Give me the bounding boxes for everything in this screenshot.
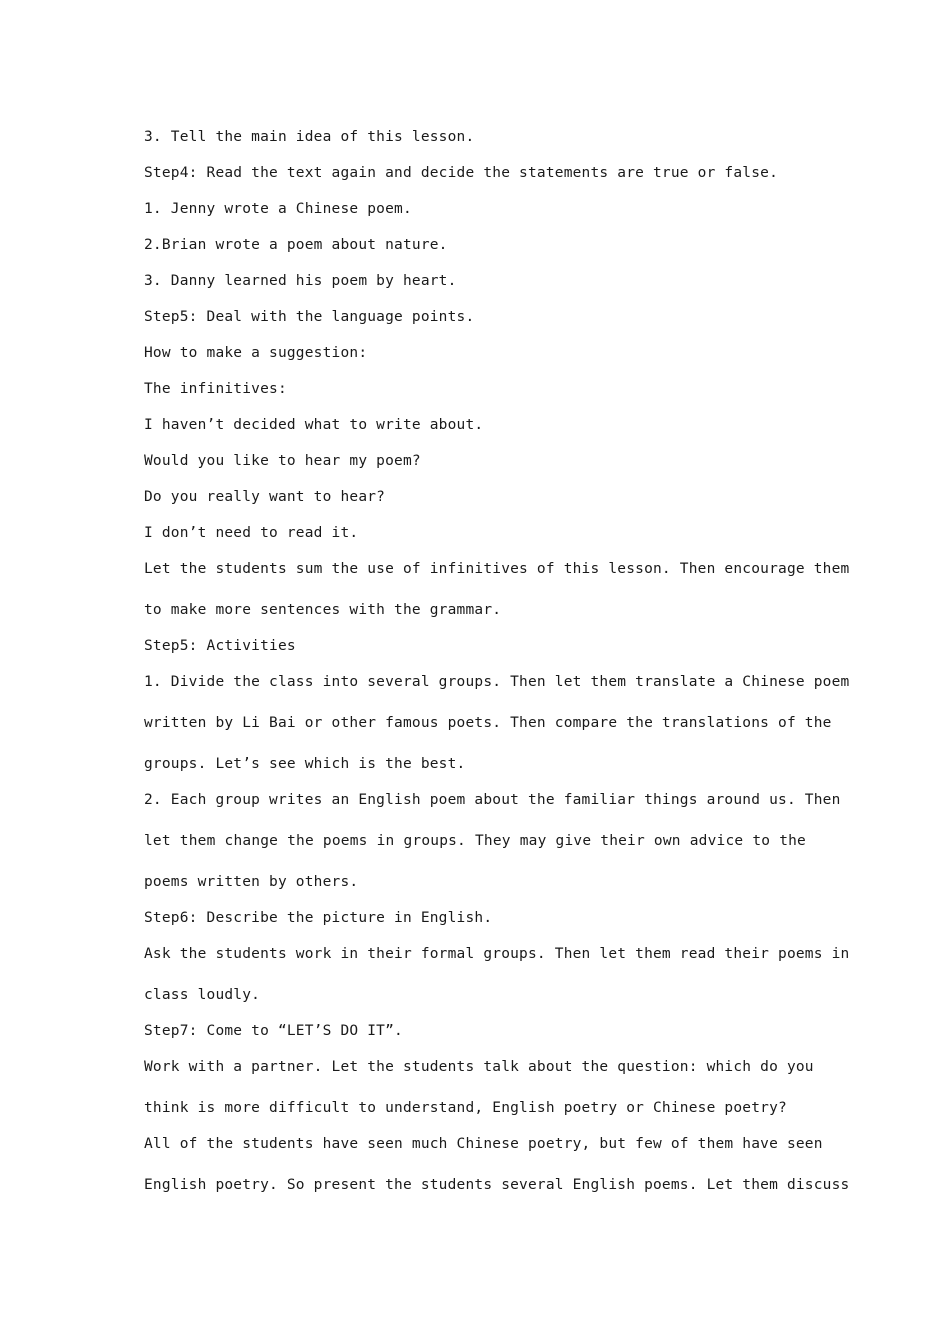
paragraph xyxy=(144,943,850,1006)
text-line: How to make a suggestion: xyxy=(144,345,368,361)
paragraph-line: Ask the students work in their formal groups. Then let them read their poems in xyxy=(144,946,850,962)
paragraph-line: poems written by others. xyxy=(144,874,359,890)
lesson-plan-body xyxy=(144,126,850,1215)
text-line: 3. Tell the main idea of this lesson. xyxy=(144,129,475,145)
paragraph-line: 1. Divide the class into several groups. Then let them translate a Chinese poem xyxy=(144,674,850,690)
step-heading: Step5: Deal with the language points. xyxy=(144,309,475,325)
paragraph-line: class loudly. xyxy=(144,987,261,1003)
step-heading: Step7: Come to “LET’S DO IT”. xyxy=(144,1023,403,1039)
paragraph xyxy=(144,1056,814,1119)
example-sentence: I haven’t decided what to write about. xyxy=(144,417,484,433)
step-heading: Step4: Read the text again and decide the statements are true or false. xyxy=(144,165,779,181)
step-heading: Step6: Describe the picture in English. xyxy=(144,910,493,926)
paragraph-line: English poetry. So present the students several English poems. Let them discuss xyxy=(144,1177,850,1193)
paragraph-line: think is more difficult to understand, English poetry or Chinese poetry? xyxy=(144,1100,787,1116)
paragraph-line: Work with a partner. Let the students talk about the question: which do you xyxy=(144,1059,814,1075)
paragraph xyxy=(144,1133,850,1196)
text-line: The infinitives: xyxy=(144,381,287,397)
statement-item: 1. Jenny wrote a Chinese poem. xyxy=(144,201,412,217)
paragraph-line: All of the students have seen much Chinese poetry, but few of them have seen xyxy=(144,1136,823,1152)
paragraph-line: 2. Each group writes an English poem about the familiar things around us. Then xyxy=(144,792,841,808)
statement-item: 3. Danny learned his poem by heart. xyxy=(144,273,457,289)
paragraph-line: let them change the poems in groups. They may give their own advice to the xyxy=(144,833,806,849)
example-sentence: I don’t need to read it. xyxy=(144,525,359,541)
paragraph-line: Let the students sum the use of infinitives of this lesson. Then encourage them xyxy=(144,561,850,577)
example-sentence: Do you really want to hear? xyxy=(144,489,386,505)
paragraph-line: groups. Let’s see which is the best. xyxy=(144,756,466,772)
example-sentence: Would you like to hear my poem? xyxy=(144,453,421,469)
paragraph-line: written by Li Bai or other famous poets. Then compare the translations of the xyxy=(144,715,832,731)
paragraph-line: to make more sentences with the grammar. xyxy=(144,602,502,618)
paragraph xyxy=(144,671,850,775)
statement-item: 2.Brian wrote a poem about nature. xyxy=(144,237,448,253)
paragraph xyxy=(144,789,841,893)
paragraph xyxy=(144,558,850,621)
step-heading: Step5: Activities xyxy=(144,638,296,654)
